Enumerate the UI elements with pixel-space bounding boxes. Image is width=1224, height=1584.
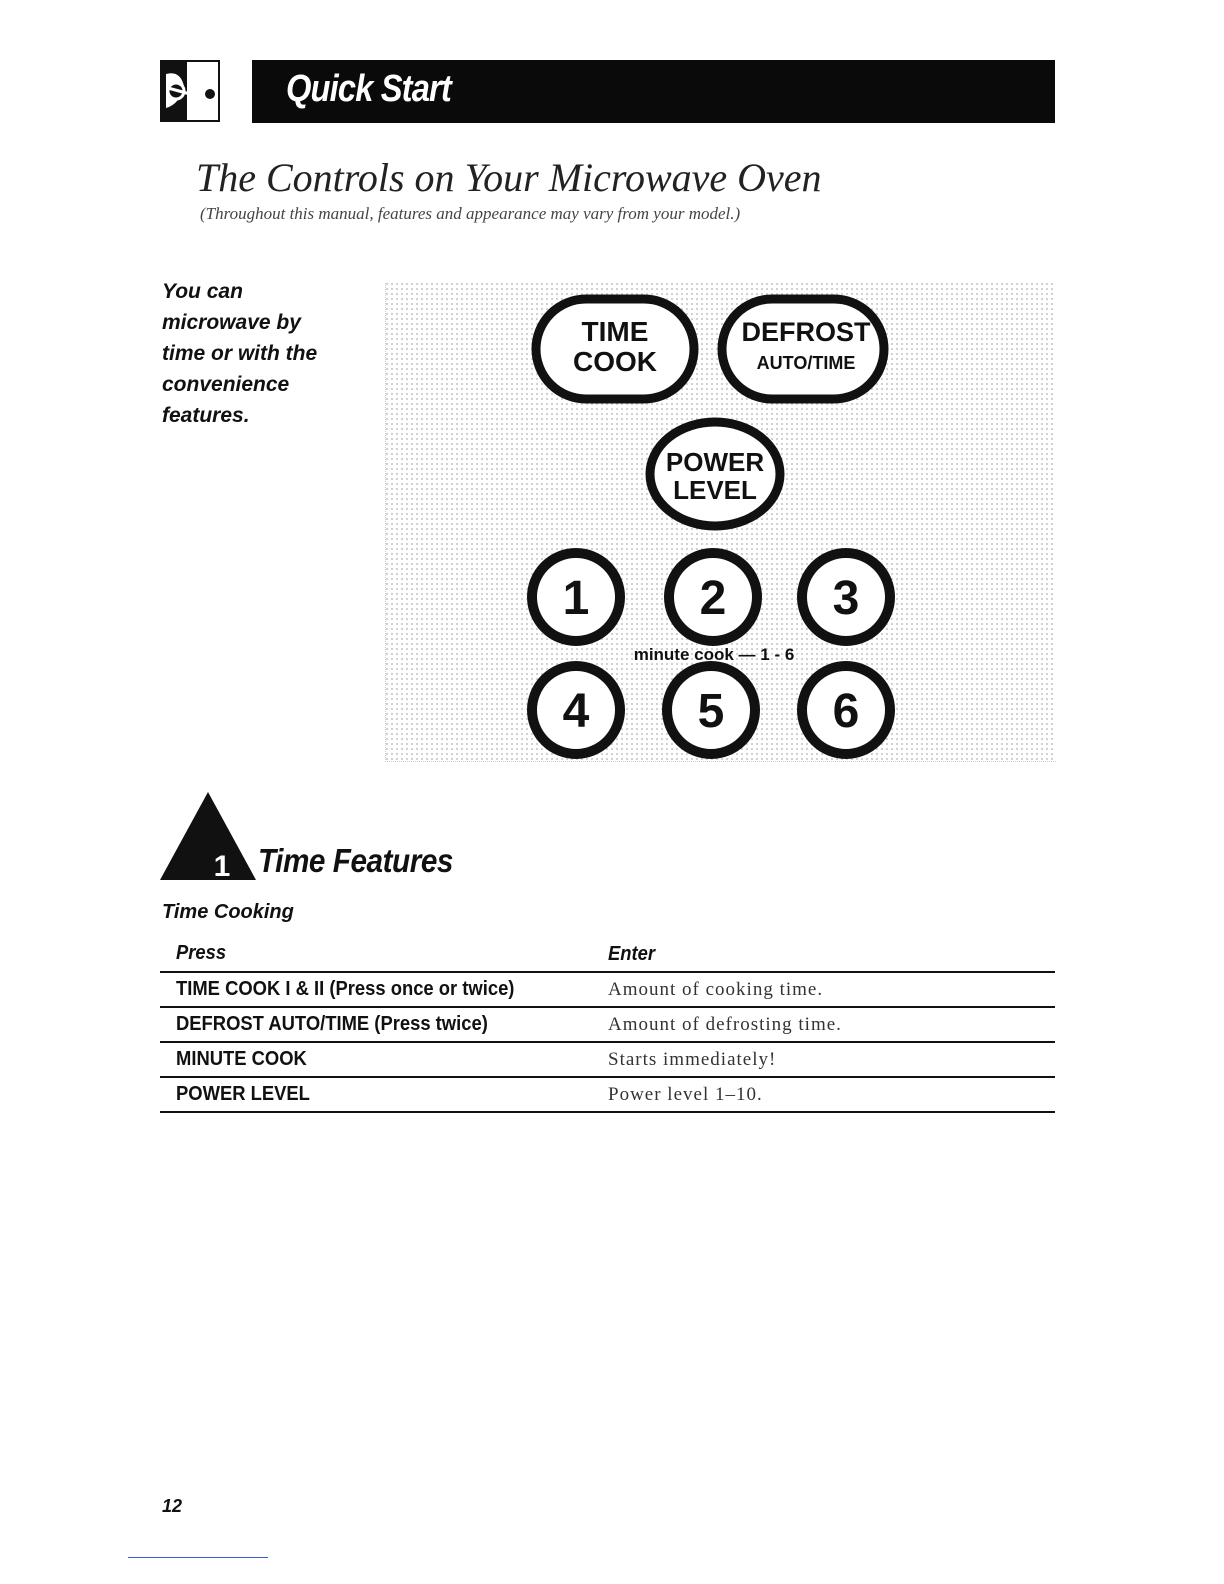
number-key-label: 2 xyxy=(699,572,727,625)
side-note xyxy=(162,276,362,431)
table-cell-enter: Power level 1–10. xyxy=(608,1084,763,1105)
number-key-6 xyxy=(802,666,890,754)
table-header-enter: Enter xyxy=(608,943,656,965)
side-note-line: features. xyxy=(162,404,250,427)
table-row xyxy=(160,1043,1055,1078)
defrost-line-2: AUTO/TIME xyxy=(756,353,856,373)
table-cell-press: POWER LEVEL xyxy=(176,1083,310,1105)
table-cell-press: DEFROST AUTO/TIME (Press twice) xyxy=(176,1013,488,1035)
number-key-1 xyxy=(532,553,620,641)
time-cook-line-1: TIME xyxy=(581,316,649,347)
number-key-3 xyxy=(802,553,890,641)
side-note-line: microwave by xyxy=(162,311,301,334)
number-key-label: 1 xyxy=(562,572,590,625)
number-key-label: 5 xyxy=(697,685,725,738)
table-cell-press: TIME COOK I & II (Press once or twice) xyxy=(176,978,515,1000)
section-badge-icon xyxy=(160,792,256,887)
table-header-press: Press xyxy=(176,942,227,964)
defrost-line-1: DEFROST xyxy=(741,317,871,347)
defrost-button xyxy=(722,299,884,399)
header-title: Quick Start xyxy=(286,68,451,110)
power-level-button xyxy=(650,422,780,526)
number-key-label: 4 xyxy=(562,685,590,738)
section-title: Time Features xyxy=(258,842,453,879)
page-subtitle: (Throughout this manual, features and appearance may vary from your model.) xyxy=(200,204,741,223)
footer-rule xyxy=(128,1557,268,1558)
table-cell-enter: Starts immediately! xyxy=(608,1049,777,1070)
table-cell-press: MINUTE COOK xyxy=(176,1048,307,1070)
quick-start-icon xyxy=(160,60,220,122)
table-cell-enter: Amount of defrosting time. xyxy=(608,1014,842,1035)
side-note-line: You can xyxy=(162,280,243,303)
control-panel-illustration xyxy=(385,283,1056,762)
side-note-line: convenience xyxy=(162,373,290,396)
number-key-5 xyxy=(667,666,755,754)
time-cook-button xyxy=(536,299,694,399)
table-row xyxy=(160,1078,1055,1113)
power-level-line-2: LEVEL xyxy=(673,475,757,505)
time-cook-line-2: COOK xyxy=(573,346,657,377)
section-badge-number: 1 xyxy=(213,850,231,882)
header-bar xyxy=(252,60,1055,123)
minute-cook-label: minute cook — 1 - 6 xyxy=(633,645,795,664)
number-key-label: 3 xyxy=(832,572,860,625)
table-row xyxy=(160,1008,1055,1043)
page-number: 12 xyxy=(162,1496,183,1516)
time-features-table xyxy=(160,937,1055,1113)
table-cell-enter: Amount of cooking time. xyxy=(608,979,824,1000)
side-note-line: time or with the xyxy=(162,342,318,365)
number-key-4 xyxy=(532,666,620,754)
power-level-line-1: POWER xyxy=(665,447,765,477)
number-key-2 xyxy=(669,553,757,641)
table-row xyxy=(160,973,1055,1008)
number-key-label: 6 xyxy=(832,685,860,738)
table-header-row xyxy=(160,937,1055,973)
sub-heading: Time Cooking xyxy=(162,901,294,923)
page-title: The Controls on Your Microwave Oven xyxy=(196,155,822,200)
